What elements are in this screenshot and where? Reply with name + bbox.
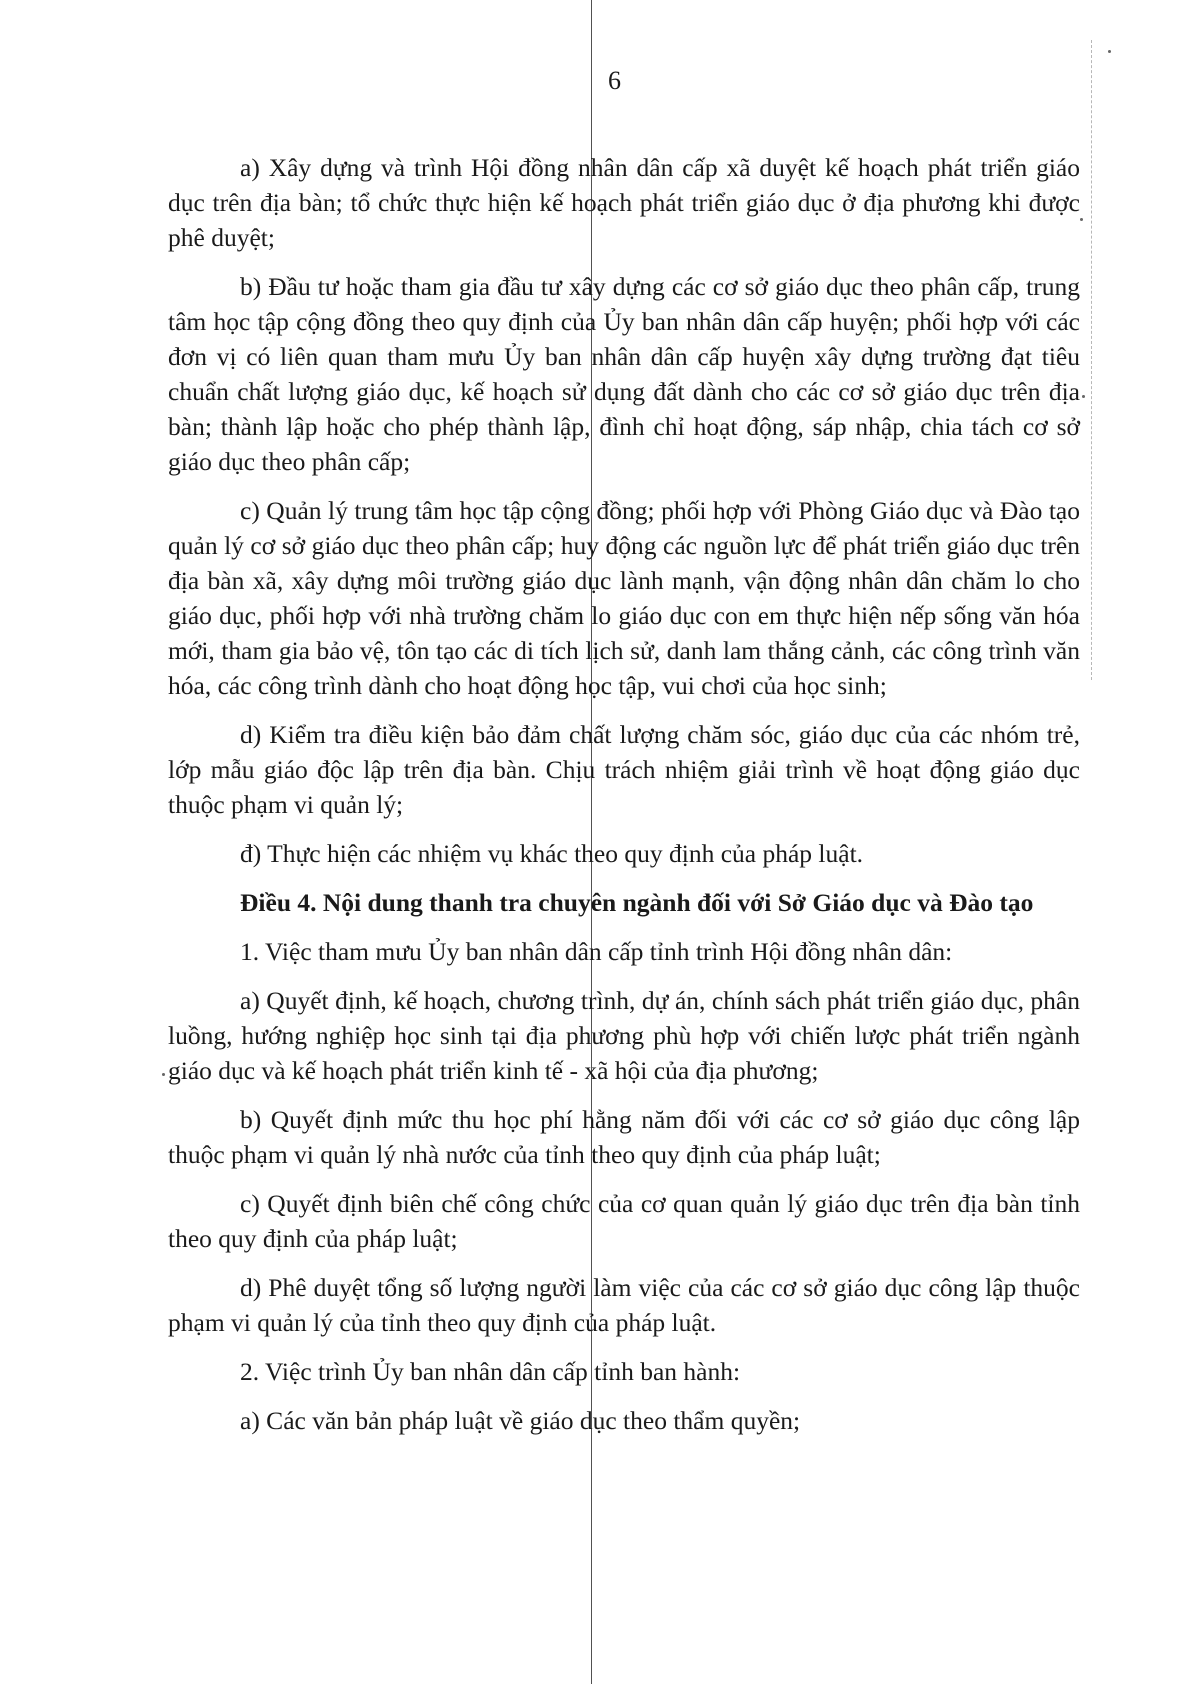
scan-speck [162, 1073, 165, 1076]
paragraph-3dd: đ) Thực hiện các nhiệm vụ khác theo quy định của pháp luật. [240, 839, 864, 868]
page-number: 6 [608, 66, 621, 95]
paragraph-3c: c) Quản lý trung tâm học tập cộng đồng; phối hợp với Phòng Giáo dục và Đào tạo quản lý cơ sở giáo dục theo phân cấp; huy động các nguồn lực để phát triển giáo dục trên địa bàn xã, xây dựng môi trường giáo dục lành mạnh, vận động nhân dân chăm lo cho giáo dục, phối hợp với nhà trường chăm lo giáo dục con em thực hiện nếp sống văn hóa mới, tham gia bảo vệ, tôn tạo các di tích lịch sử, danh lam thắng cảnh, các công trình văn hóa, các công trình dành cho hoạt động học tập, vui chơi của học sinh; [168, 496, 1080, 700]
scan-speck [1082, 395, 1085, 398]
paragraph-4-2a: a) Các văn bản pháp luật về giáo dục theo thẩm quyền; [240, 1406, 801, 1435]
clause-4-1: 1. Việc tham mưu Ủy ban nhân dân cấp tỉnh trình Hội đồng nhân dân: [240, 937, 953, 966]
scan-speck [1080, 218, 1083, 221]
document-body [168, 150, 1080, 1452]
paragraph-4-1b: b) Quyết định mức thu học phí hằng năm đối với các cơ sở giáo dục công lập thuộc phạm vi quản lý nhà nước của tỉnh theo quy định của pháp luật; [168, 1105, 1080, 1169]
scan-edge-mark [1091, 40, 1093, 680]
clause-4-2: 2. Việc trình Ủy ban nhân dân cấp tỉnh ban hành: [240, 1357, 741, 1386]
scan-speck [1108, 50, 1111, 53]
paragraph-4-1d: d) Phê duyệt tổng số lượng người làm việc của các cơ sở giáo dục công lập thuộc phạm vi quản lý của tỉnh theo quy định của pháp luật. [168, 1273, 1080, 1337]
paragraph-3a: a) Xây dựng và trình Hội đồng nhân dân cấp xã duyệt kế hoạch phát triển giáo dục trên địa bàn; tổ chức thực hiện kế hoạch phát triển giáo dục ở địa phương khi được phê duyệt; [168, 153, 1080, 252]
paragraph-3b: b) Đầu tư hoặc tham gia đầu tư xây dựng các cơ sở giáo dục theo phân cấp, trung tâm học tập cộng đồng theo quy định của Ủy ban nhân dân cấp huyện; phối hợp với các đơn vị có liên quan tham mưu Ủy ban nhân dân cấp huyện xây dựng trường đạt tiêu chuẩn chất lượng giáo dục, kế hoạch sử dụng đất dành cho các cơ sở giáo dục trên địa bàn; thành lập hoặc cho phép thành lập, đình chỉ hoạt động, sáp nhập, chia tách cơ sở giáo dục theo phân cấp; [168, 272, 1080, 476]
paragraph-4-1a: a) Quyết định, kế hoạch, chương trình, dự án, chính sách phát triển giáo dục, phân luồng, hướng nghiệp học sinh tại địa phương phù hợp với chiến lược phát triển ngành giáo dục và kế hoạch phát triển kinh tế - xã hội của địa phương; [168, 986, 1080, 1085]
article-4-heading: Điều 4. Nội dung thanh tra chuyên ngành đối với Sở Giáo dục và Đào tạo [240, 888, 1034, 917]
paragraph-4-1c: c) Quyết định biên chế công chức của cơ quan quản lý giáo dục trên địa bàn tỉnh theo quy định của pháp luật; [168, 1189, 1080, 1253]
paragraph-3d: d) Kiểm tra điều kiện bảo đảm chất lượng chăm sóc, giáo dục của các nhóm trẻ, lớp mẫu giáo độc lập trên địa bàn. Chịu trách nhiệm giải trình về hoạt động giáo dục thuộc phạm vi quản lý; [168, 720, 1080, 819]
